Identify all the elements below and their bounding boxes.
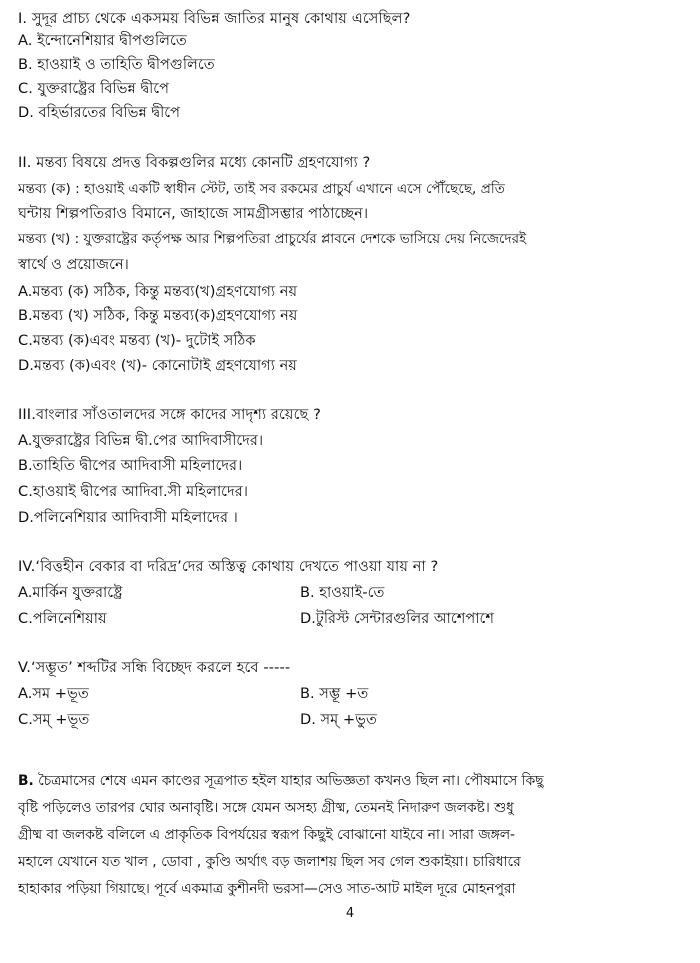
question-4: IV.‘বিত্তহীন বেকার বা দরিদ্র’দের অস্তিত্ব কোথায় দেখতে পাওয়া যায় না ? — [18, 558, 439, 575]
question-1: I. সুদূর প্রাচ্য থেকে একসময় বিভিন্ন জাতির মানুষ কোথায় এসেছিল? — [18, 10, 411, 27]
q3-option-b: B.তাহিতি দ্বীপের আদিবাসী মহিলাদের। — [18, 457, 243, 474]
q3-option-d: D.পলিনেশিয়ার আদিবাসী মহিলাদের । — [18, 509, 238, 526]
q2-statement-ka-line2: ঘন্টায় শিল্পপতিরাও বিমানে, জাহাজে সামগ্রীসম্ভার পাঠাচ্ছেন। — [18, 205, 369, 222]
q5-option-d: D. সম্ +ভুত — [300, 711, 377, 728]
question-3: III.বাংলার সাঁওতালদের সঙ্গে কাদের সাদৃশ্য রয়েছে ? — [18, 406, 322, 423]
q2-option-a: A.মন্তব্য (ক) সঠিক, কিন্তু মন্তব্য(খ)গ্রহণযোগ্য নয় — [18, 283, 298, 300]
passage-line-1 — [18, 770, 684, 792]
q4-option-b: B. হাওয়াই-তে — [300, 584, 385, 601]
q2-option-b: B.মন্তব্য (খ) সঠিক, কিন্তু মন্তব্য(ক)গ্রহণযোগ্য নয় — [18, 307, 298, 324]
q2-option-d: D.মন্তব্য (ক)এবং (খ)- কোনোটাই গ্রহণযোগ্য নয় — [18, 357, 297, 374]
q3-option-a: A.যুক্তরাষ্ট্রের বিভিন্ন দ্বী.পের আদিবাসীদের। — [18, 432, 264, 449]
q1-option-d: D. বহির্ভারতের বিভিন্ন দ্বীপে — [18, 104, 181, 121]
q3-option-c: C.হাওয়াই দ্বীপের আদিবা.সী মহিলাদের। — [18, 483, 248, 500]
q1-option-c: C. যুক্তরাষ্ট্রের বিভিন্ন দ্বীপে — [18, 80, 170, 97]
q2-option-c: C.মন্তব্য (ক)এবং মন্তব্য (খ)- দুটোই সঠিক — [18, 332, 256, 349]
q1-option-a: A. ইন্দোনেশিয়ার দ্বীপগুলিতে — [18, 32, 187, 49]
q2-statement-kha-line2: স্বার্থে ও প্রয়োজনে। — [18, 256, 129, 273]
passage-label: B. — [18, 773, 34, 789]
q2-statement-ka-line1: মন্তব্য (ক) : হাওয়াই একটি স্বাধীন স্টেট, তাই সব রকমের প্রাচুর্য এখানে এসে পৌঁছেছে, প্রতি — [18, 181, 505, 197]
q4-option-a: A.মার্কিন যুক্তরাষ্ট্রে — [18, 584, 123, 601]
passage-line-2: বৃষ্টি পড়িলেও তারপর ঘোর অনাবৃষ্টি। সঙ্গে যেমন অসহ্য গ্রীষ্ম, তেমনই নিদারুণ জলকষ্ট। শুধু — [18, 800, 514, 816]
passage-line-3: গ্রীষ্ম বা জলকষ্ট বলিলে এ প্রাকৃতিক বিপর্যয়ের স্বরূপ কিছুই বোঝানো যাইবে না। সারা জঙ্গল- — [18, 827, 516, 843]
q2-statement-kha-line1: মন্তব্য (খ) : যুক্তরাষ্ট্রের কর্তৃপক্ষ আর শিল্পপতিরা প্রাচুর্যের প্লাবনে দেশকে ভাসিয়ে দেয় নিজেদেরই — [18, 231, 527, 247]
q5-option-c: C.সম্ +ভূত — [18, 711, 90, 728]
passage-line-1-text: চৈত্রমাসের শেষে এমন কাণ্ডের সূত্রপাত হইল যাহার অভিজ্ঞতা কখনও ছিল না। পৌষমাসে কিছু — [38, 773, 544, 789]
question-2: II. মন্তব্য বিষয়ে প্রদত্ত বিকল্পগুলির মধ্যে কোনটি গ্রহণযোগ্য ? — [18, 154, 371, 171]
passage-line-4: মহালে যেখানে যত খাল , ডোবা , কুণ্ডি অর্থাৎ বড় জলাশয় ছিল সব গেল শুকাইয়া। চারিধারে — [18, 854, 521, 870]
q1-option-b: B. হাওয়াই ও তাহিতি দ্বীপগুলিতে — [18, 56, 215, 73]
question-5: V.‘সম্ভূত’ শব্দটির সন্ধি বিচ্ছেদ করলে হবে ----- — [18, 659, 291, 676]
q5-option-b: B. সম্ভূ +ত — [300, 685, 369, 702]
page-number: 4 — [345, 906, 355, 921]
q4-option-d: D.টুরিস্ট সেন্টারগুলির আশেপাশে — [300, 610, 495, 627]
q5-option-a: A.সম +ভূত — [18, 685, 89, 702]
q4-option-c: C.পলিনেশিয়ায় — [18, 610, 107, 627]
passage-line-5: হাহাকার পড়িয়া গিয়াছে। পূর্বে একমাত্র কুশীনদী ভরসা—সেও সাত-আট মাইল দূরে মোহনপুরা — [18, 881, 516, 897]
